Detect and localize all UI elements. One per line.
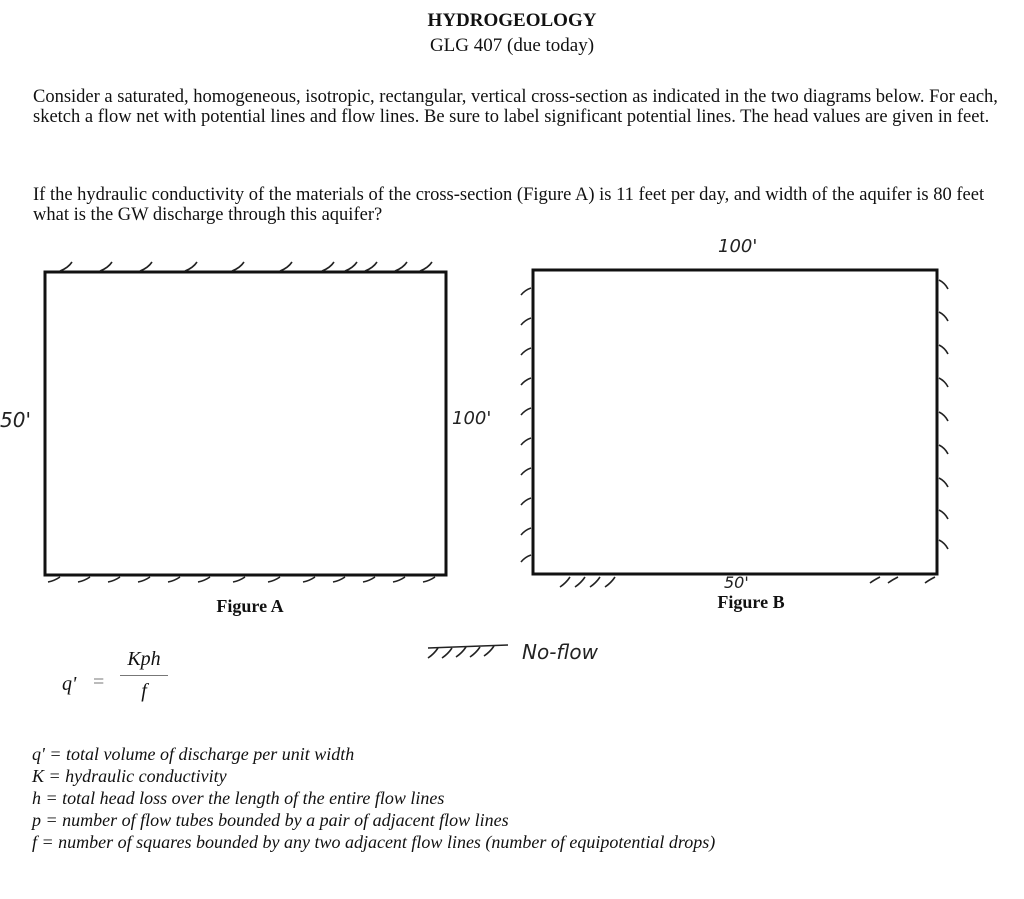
figure-a-box (45, 272, 446, 575)
definition-q: q' = total volume of discharge per unit width (32, 744, 355, 764)
figure-a-bottom-hatch (48, 577, 435, 582)
course-code: GLG 407 (due today) (429, 35, 595, 56)
formula-numerator: Kph (127, 648, 161, 670)
figure-b-left-hatch (521, 288, 531, 562)
no-flow-symbol (428, 645, 508, 658)
definition-h: h = total head loss over the length of the entire flow lines (32, 788, 445, 808)
document-title: HYDROGEOLOGY (427, 10, 597, 31)
definition-p: p = number of flow tubes bounded by a pair of adjacent flow lines (32, 810, 509, 830)
figure-a-right-head: 100' (452, 408, 492, 429)
formula-fraction (120, 648, 168, 703)
figure-b-box (533, 270, 937, 574)
figure-a-caption: Figure A (216, 596, 284, 616)
formula-denominator: f (141, 680, 147, 702)
figure-b-right-hatch (939, 280, 948, 549)
formula-lhs: q' (62, 673, 77, 695)
figure-b-caption: Figure B (717, 592, 785, 612)
definition-f: f = number of squares bounded by any two adjacent flow lines (number of equipotential drops) (32, 832, 716, 852)
definition-k: K = hydraulic conductivity (32, 766, 227, 786)
question-paragraph: If the hydraulic conductivity of the materials of the cross-section (Figure A) is 11 feet per day, and width of the aquifer is 80 feet what is the GW discharge through this aquifer? (33, 185, 985, 225)
figure-a-top-hatch (60, 262, 432, 271)
intro-paragraph: Consider a saturated, homogeneous, isotropic, rectangular, vertical cross-section as indicated in the two diagrams below. For each, sketch a flow net with potential lines and flow lines. Be sure to label significant potential lines. The head values are given in feet. (33, 87, 998, 127)
formula-equals: = (93, 671, 105, 693)
definitions-list (32, 743, 715, 853)
figure-b-top-head: 100' (718, 236, 758, 257)
figure-b-bottom-head: 50' (724, 573, 749, 592)
no-flow-label: No-flow (522, 640, 598, 664)
figure-a-left-head: 50' (0, 408, 31, 432)
